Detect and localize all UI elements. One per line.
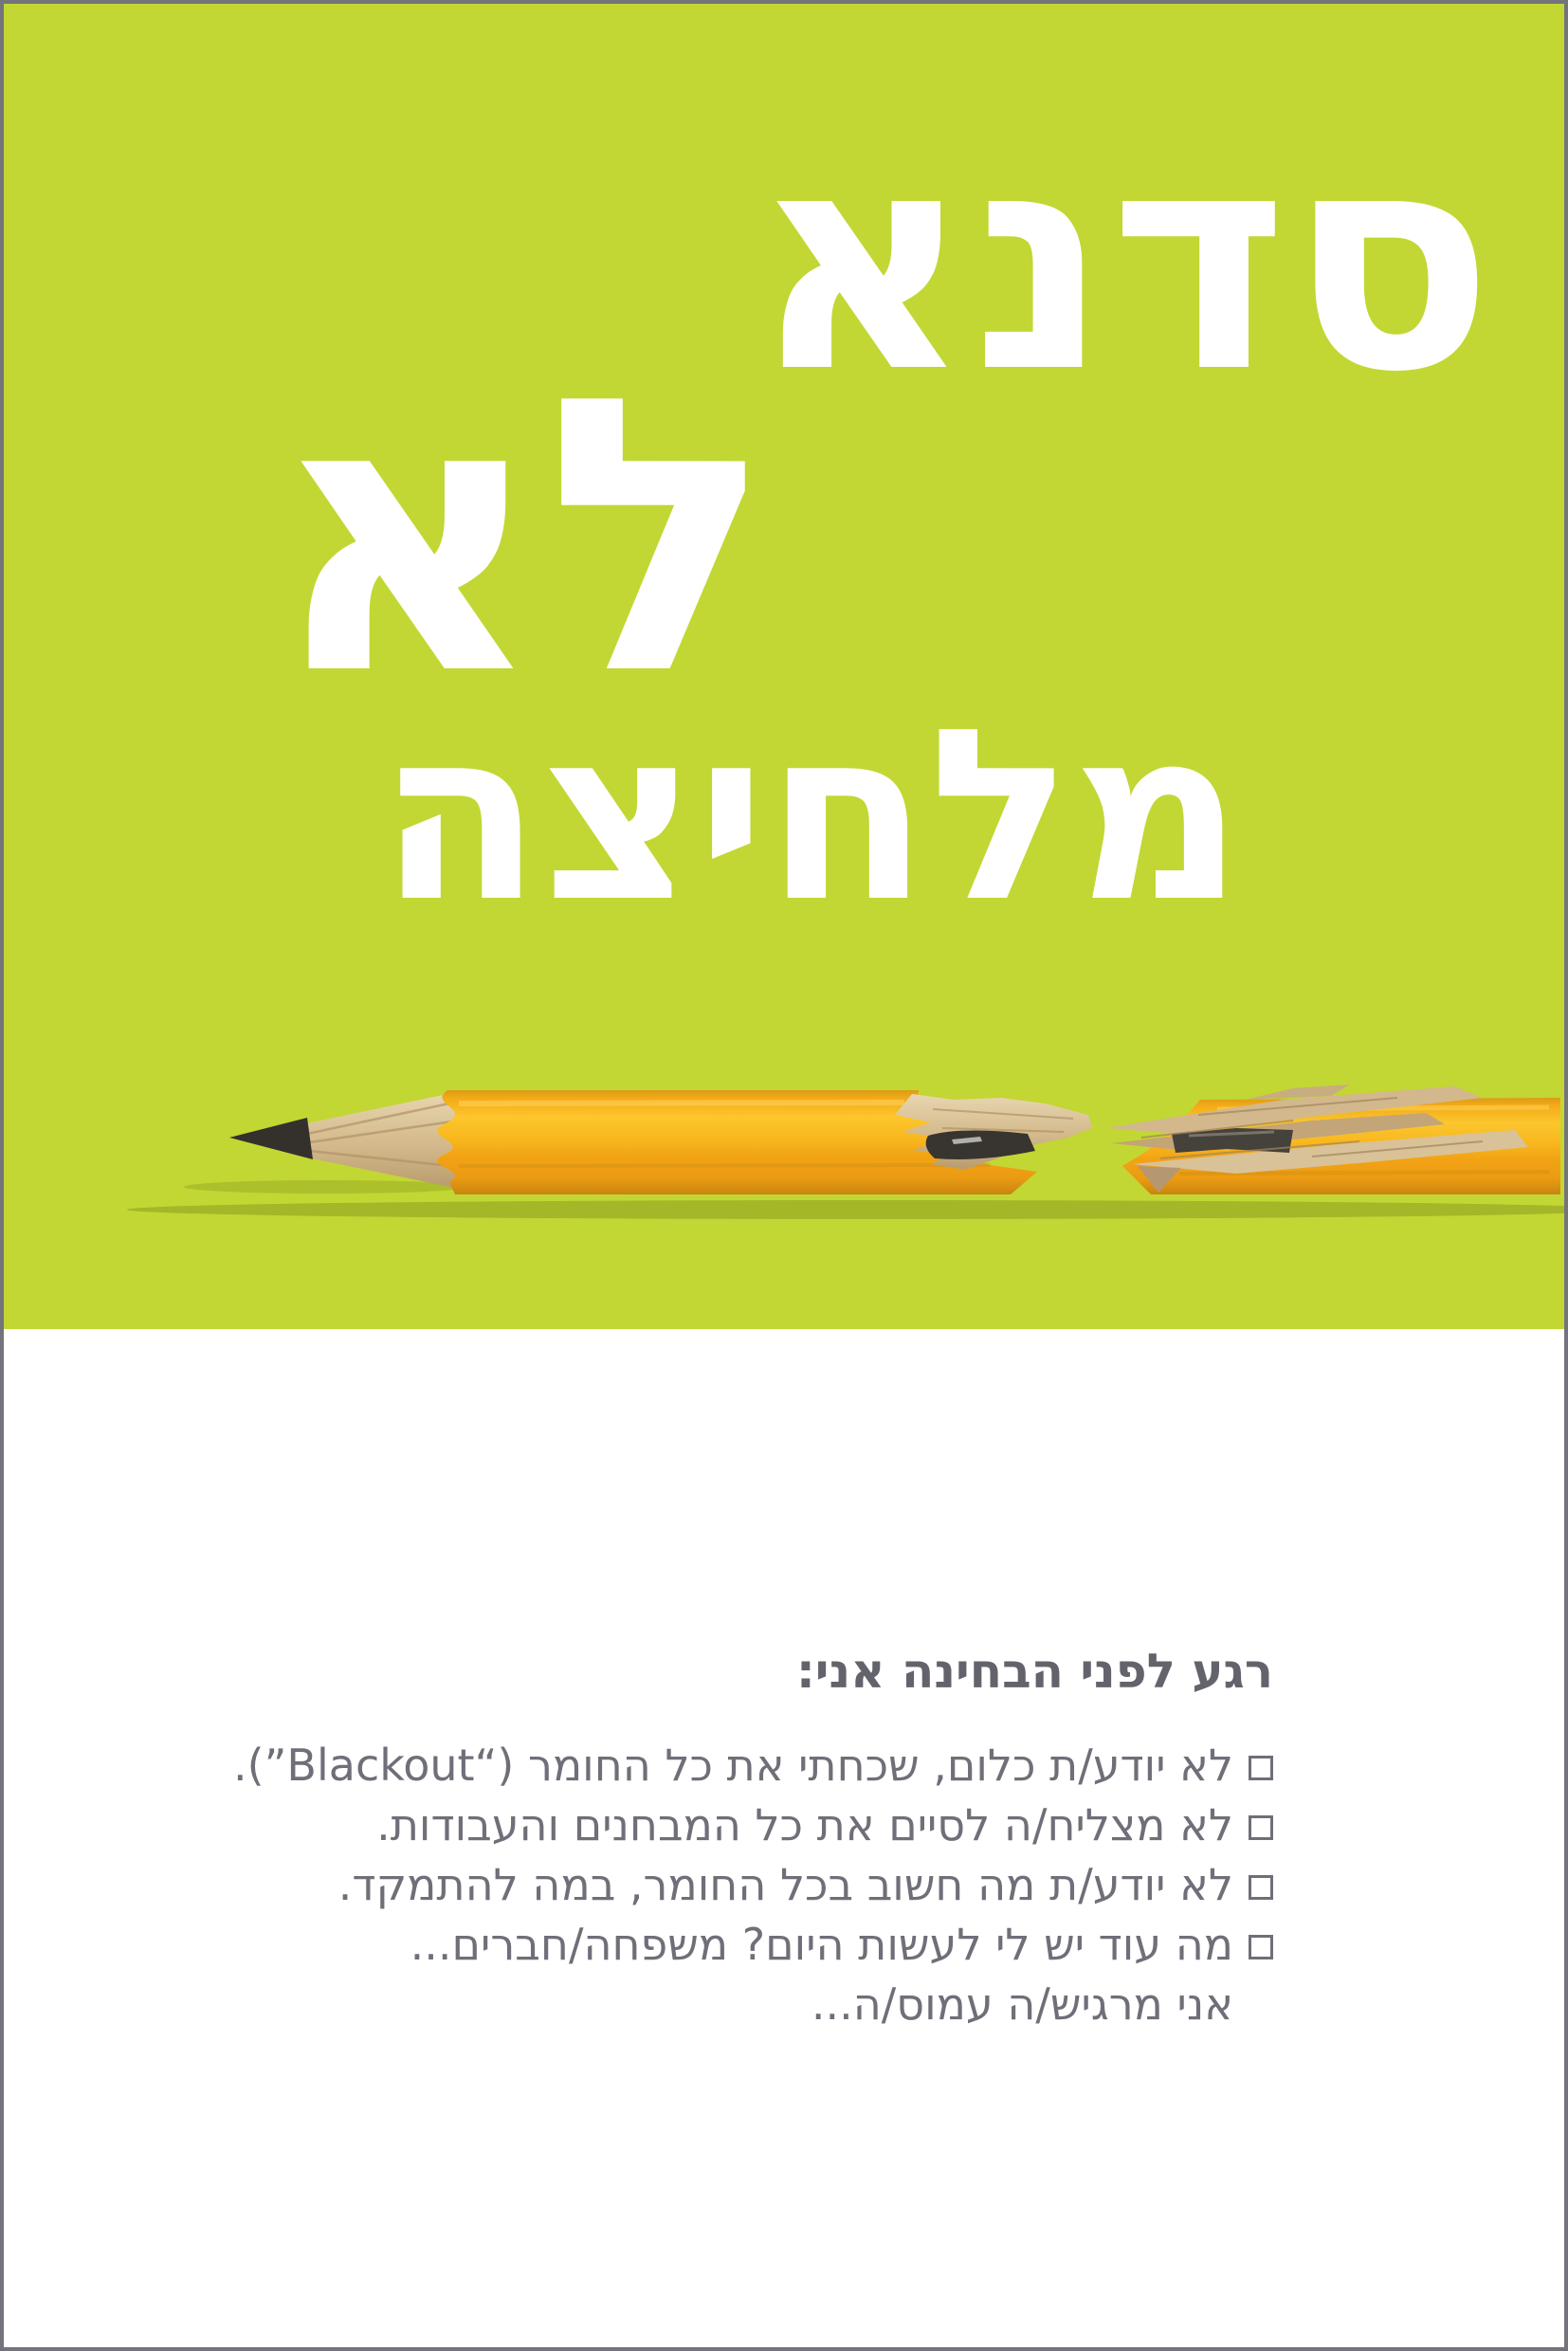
checklist-item-continuation — [233, 1975, 1273, 2034]
item-text: אני מרגיש/ה עמוס/ה... — [811, 1978, 1233, 2030]
title-line-3: מלחיצה — [378, 678, 1244, 954]
pencil-shadow — [127, 1200, 1564, 1219]
pencil-tip — [229, 1118, 313, 1159]
title-line-2: לא — [268, 318, 775, 758]
item-text: לא יודע/ת כלום, שכחתי את כל החומר (“Blackout”). — [233, 1740, 1233, 1791]
item-checkbox[interactable] — [1249, 1815, 1273, 1840]
checklist-item — [233, 1915, 1273, 1975]
item-checkbox[interactable] — [1249, 1756, 1273, 1780]
item-text: לא מצליח/ה לסיים את כל המבחנים והעבודות. — [376, 1799, 1233, 1850]
checklist-item — [233, 1855, 1273, 1915]
item-checkbox[interactable] — [1249, 1935, 1273, 1959]
broken-pencil-image — [4, 1071, 1564, 1318]
checklist-item — [233, 1795, 1273, 1855]
checklist-section — [233, 1645, 1273, 2034]
checklist-heading: רגע לפני הבחינה אני: — [795, 1644, 1273, 1699]
item-checkbox[interactable] — [1249, 1875, 1273, 1900]
title-line-1: סדנא — [751, 86, 1494, 439]
checklist-item — [233, 1736, 1273, 1795]
item-text: מה עוד יש לי לעשות היום? משפחה/חברים... — [410, 1919, 1233, 1970]
item-text: לא יודע/ת מה חשוב בכל החומר, במה להתמקד. — [337, 1859, 1233, 1910]
